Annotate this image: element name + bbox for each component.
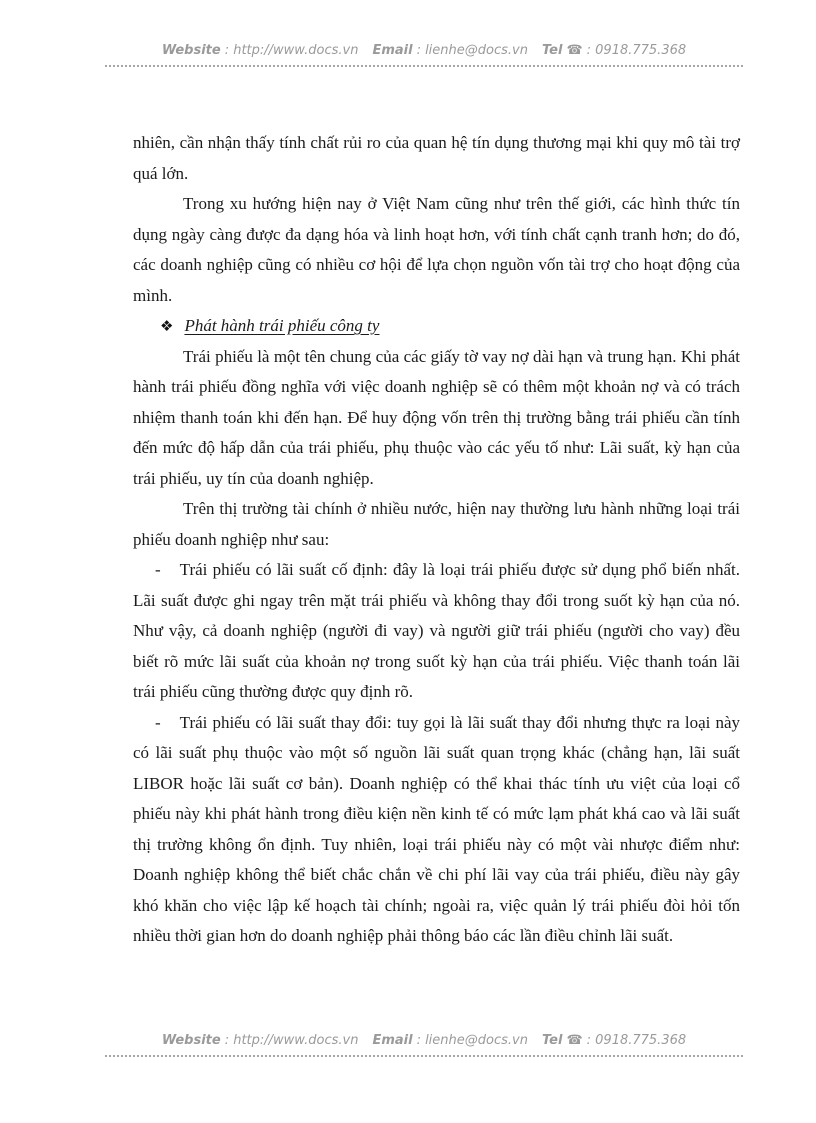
list-item-text: Trái phiếu có lãi suất cố định: đây là loại trái phiếu được sử dụng phổ biến nhất. Lãi suất được ghi ngay trên mặt trái phiếu và không thay đổi trong suốt kỳ hạn của nó. Như vậy, cả doanh nghiệp (người đi vay) và người giữ trái phiếu (người cho vay) đều biết rõ mức lãi suất của khoản nợ trong suốt kỳ hạn của trái phiếu. Việc thanh toán lãi trái phiếu cũng thường được quy định rõ.: [133, 560, 740, 701]
paragraph: Trái phiếu là một tên chung của các giấy tờ vay nợ dài hạn và trung hạn. Khi phát hành trái phiếu đồng nghĩa với việc doanh nghiệp sẽ có thêm một khoản nợ và có trách nhiệm thanh toán khi đến hạn. Để huy động vốn trên thị trường bằng trái phiếu cần tính đến mức độ hấp dẫn của trái phiếu, phụ thuộc vào các yếu tố như: Lãi suất, kỳ hạn của trái phiếu, uy tín của doanh nghiệp.: [133, 346, 740, 488]
header-tel-value: : 0918.775.368: [586, 43, 687, 58]
footer-website-value: : http://www.docs.vn: [224, 1033, 359, 1048]
document-body: [133, 128, 740, 952]
paragraph-continuation: nhiên, cần nhận thấy tính chất rủi ro của quan hệ tín dụng thương mại khi quy mô tài trợ quá lớn.: [133, 133, 740, 183]
list-item-fixed-rate: [133, 555, 740, 708]
list-item-floating-rate: [133, 708, 740, 952]
list-dash-marker: -: [155, 712, 161, 732]
header-website-label: Website: [161, 43, 221, 58]
footer-tel-value: : 0918.775.368: [586, 1033, 687, 1048]
header-email-label: Email: [372, 43, 413, 58]
diamond-bullet-icon: ❖: [160, 317, 174, 335]
phone-icon: ☎: [566, 43, 583, 58]
list-dash-marker: -: [155, 560, 161, 579]
header-tel-label: Tel: [541, 43, 563, 58]
section-heading-text: Phát hành trái phiếu công ty: [184, 316, 380, 335]
paragraph: Trong xu hướng hiện nay ở Việt Nam cũng như trên thế giới, các hình thức tín dụng ngày càng được đa dạng hóa và linh hoạt hơn, với tính chất cạnh tranh hơn; do đó, các doanh nghiệp cũng có nhiều cơ hội để lựa chọn nguồn vốn tài trợ cho hoạt động của mình.: [133, 194, 740, 305]
footer-email-label: Email: [372, 1033, 413, 1048]
page-footer: [105, 1032, 743, 1057]
paragraph: Trên thị trường tài chính ở nhiều nước, hiện nay thường lưu hành những loại trái phiếu doanh nghiệp như sau:: [133, 499, 740, 549]
section-heading: [133, 311, 740, 342]
page-header: [105, 42, 743, 67]
phone-icon: ☎: [566, 1033, 583, 1048]
footer-website-label: Website: [161, 1033, 221, 1048]
footer-tel-label: Tel: [541, 1033, 563, 1048]
header-email-value: : lienhe@docs.vn: [416, 43, 528, 58]
list-item-text: Trái phiếu có lãi suất thay đổi: tuy gọi là lãi suất thay đổi nhưng thực ra loại này có lãi suất phụ thuộc vào một số nguồn lãi suất quan trọng khác (chẳng hạn, lãi suất LIBOR hoặc lãi suất cơ bản). Doanh nghiệp có thể khai thác tính ưu việt của loại cổ phiếu này khi phát hành trong điều kiện nền kinh tế có mức lạm phát khá cao và lãi suất thị trường không ổn định. Tuy nhiên, loại trái phiếu này có một vài nhược điểm như: Doanh nghiệp không thể biết chắc chắn về chi phí lãi vay của trái phiếu, điều này gây khó khăn cho việc lập kế hoạch tài chính; ngoài ra, việc quản lý trái phiếu đòi hỏi tốn nhiều thời gian hơn do doanh nghiệp phải thông báo các lần điều chỉnh lãi suất.: [133, 712, 740, 945]
header-website-value: : http://www.docs.vn: [224, 43, 359, 58]
footer-email-value: : lienhe@docs.vn: [416, 1033, 528, 1048]
